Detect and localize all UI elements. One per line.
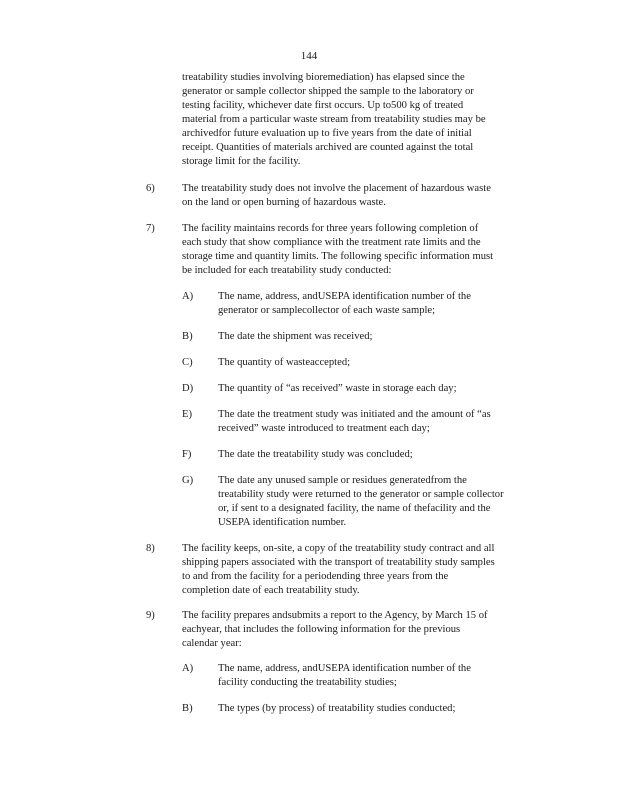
text-line: completion date of each treatability study.	[182, 585, 360, 596]
text-line: The facility keeps, on-site, a copy of the treatability study contract and all	[182, 543, 495, 554]
sub-item-number: C)	[182, 357, 193, 368]
text-line: receipt. Quantities of materials archived are counted against the total	[182, 142, 474, 153]
text-line: USEPA identification number.	[218, 517, 347, 528]
text-line: storage limit for the facility.	[182, 156, 301, 167]
text-line: shipping papers associated with the transport of treatability study samples	[182, 557, 495, 568]
sub-item-number: B)	[182, 703, 193, 714]
text-line: The types (by process) of treatability studies conducted;	[218, 703, 456, 714]
sub-item-number: B)	[182, 331, 193, 342]
text-line: on the land or open burning of hazardous waste.	[182, 197, 386, 208]
text-line: generator or sample collector shipped the sample to the laboratory or	[182, 86, 474, 97]
text-line: eachyear, that includes the following information for the previous	[182, 624, 461, 635]
text-line: storage time and quantity limits. The following specific information must	[182, 251, 494, 262]
sub-item-number: A)	[182, 291, 194, 302]
sub-item-number: A)	[182, 663, 194, 674]
text-line: received” waste introduced to treatment each day;	[218, 423, 430, 434]
text-line: testing facility, whichever date first occurs. Up to500 kg of treated	[182, 100, 464, 111]
text-line: The quantity of wasteaccepted;	[218, 357, 351, 368]
text-line: material from a particular waste stream from treatability studies may be	[182, 114, 486, 125]
text-line: treatability study were returned to the generator or sample collector	[218, 489, 504, 500]
text-line: The name, address, andUSEPA identification number of the	[218, 291, 471, 302]
item-number: 8)	[146, 543, 155, 554]
text-line: The date any unused sample or residues generatedfrom the	[218, 475, 467, 486]
text-line: The treatability study does not involve the placement of hazardous waste	[182, 183, 491, 194]
text-line: be included for each treatability study conducted:	[182, 265, 392, 276]
text-line: each study that show compliance with the treatment rate limits and the	[182, 237, 481, 248]
text-line: The name, address, andUSEPA identification number of the	[218, 663, 471, 674]
text-line: The date the treatment study was initiated and the amount of “as	[218, 409, 491, 420]
sub-item-number: D)	[182, 383, 194, 394]
text-line: treatability studies involving bioremediation) has elapsed since the	[182, 72, 465, 83]
sub-item-number: F)	[182, 449, 192, 460]
text-line: to and from the facility for a periodending three years from the	[182, 571, 449, 582]
item-number: 6)	[146, 183, 155, 194]
text-line: The facility maintains records for three years following completion of	[182, 223, 479, 234]
text-line: facility conducting the treatability studies;	[218, 677, 397, 688]
text-line: The date the shipment was received;	[218, 331, 373, 342]
text-line: The date the treatability study was concluded;	[218, 449, 413, 460]
page-number: 144	[300, 50, 318, 62]
text-line: The facility prepares andsubmits a report to the Agency, by March 15 of	[182, 610, 488, 621]
text-line: generator or samplecollector of each waste sample;	[218, 305, 436, 316]
text-line: archivedfor future evaluation up to five years from the date of initial	[182, 128, 472, 139]
text-line: calendar year:	[182, 638, 242, 649]
sub-item-number: E)	[182, 409, 192, 420]
item-number: 7)	[146, 223, 155, 234]
intro-paragraph	[182, 71, 532, 169]
item-number: 9)	[146, 610, 155, 621]
sub-item-number: G)	[182, 475, 194, 486]
text-line: The quantity of “as received” waste in storage each day;	[218, 383, 457, 394]
text-line: or, if sent to a designated facility, the name of thefacility and the	[218, 503, 491, 514]
